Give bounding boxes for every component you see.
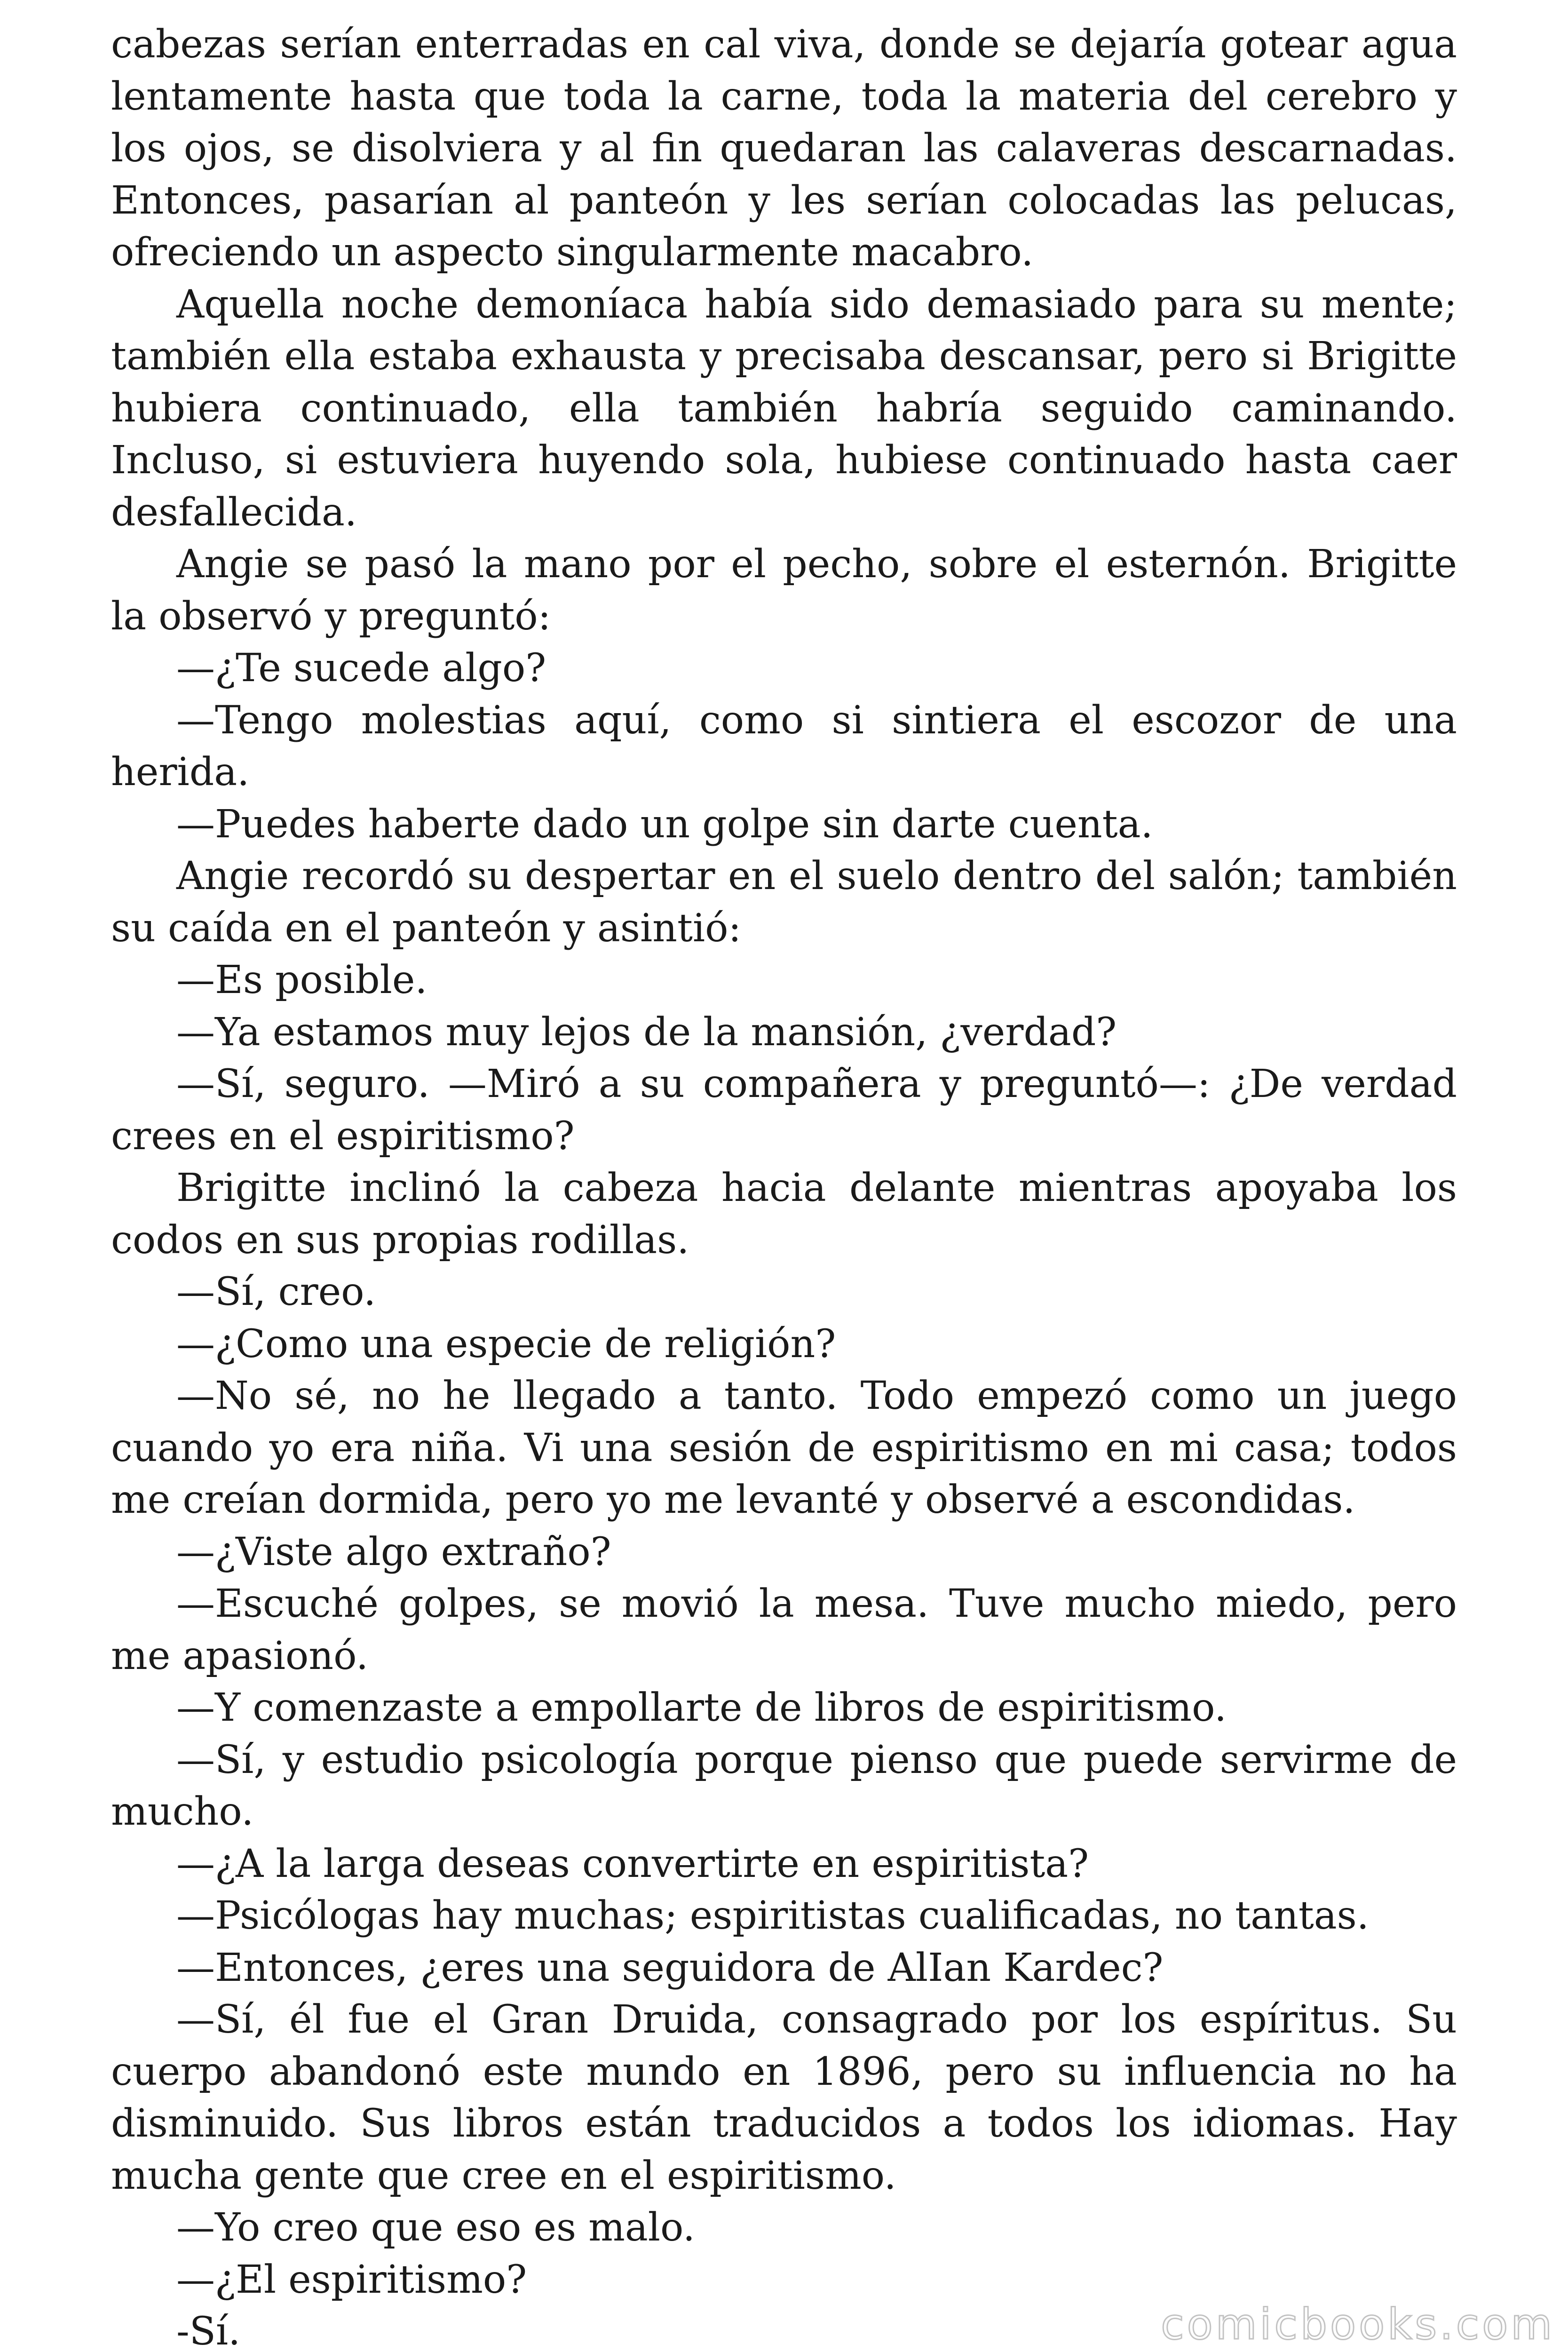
paragraph: —Psicólogas hay muchas; espiritistas cualificadas, no tantas.: [176, 1893, 1369, 1938]
paragraph: —Sí, y estudio psicología porque pienso que puede servirme de mucho.: [111, 1737, 1457, 1834]
paragraph: —Sí, creo.: [176, 1270, 376, 1314]
paragraph: —Escuché golpes, se movió la mesa. Tuve mucho miedo, pero me apasionó.: [111, 1581, 1457, 1678]
paragraph: —Ya estamos muy lejos de la mansión, ¿verdad?: [176, 1009, 1117, 1055]
paragraph: —Tengo molestias aquí, como si sintiera el escozor de una herida.: [111, 698, 1457, 795]
paragraph: —¿Como una especie de religión?: [176, 1321, 836, 1367]
paragraph: —¿A la larga deseas convertirte en espiritista?: [176, 1841, 1089, 1886]
paragraph: —No sé, no he llegado a tanto. Todo empezó como un juego cuando yo era niña. Vi una sesión de espiritismo en mi casa; todos me creían dormida, pero yo me levanté y observé a escondidas.: [111, 1374, 1457, 1522]
paragraph: —Y comenzaste a empollarte de libros de espiritismo.: [176, 1685, 1227, 1730]
paragraph: —¿Te sucede algo?: [176, 646, 546, 691]
paragraph: —Sí, él fue el Gran Druida, consagrado por los espíritus. Su cuerpo abandonó este mundo en 1896, pero su influencia no ha disminuido. Sus libros están traducidos a todos los idiomas. Hay mucha gente que cree en el espiritismo.: [111, 1997, 1457, 2198]
paragraph: —Sí, seguro. —Miró a su compañera y preguntó—: ¿De verdad crees en el espiritismo?: [111, 1062, 1457, 1159]
paragraph: —Es posible.: [176, 958, 428, 1002]
paragraph: -Sí.: [176, 2309, 241, 2352]
paragraph: —¿Viste algo extraño?: [176, 1529, 611, 1574]
text-body: [111, 19, 1457, 2352]
watermark: comicbooks.com: [1161, 2300, 1555, 2349]
paragraph: Brigitte inclinó la cabeza hacia delante mientras apoyaba los codos en sus propias rodillas.: [111, 1166, 1457, 1263]
paragraph: Angie recordó su despertar en el suelo dentro del salón; también su caída en el panteón y asintió:: [111, 854, 1457, 951]
paragraph: —Puedes haberte dado un golpe sin darte cuenta.: [176, 802, 1153, 847]
paragraph: —¿El espiritismo?: [176, 2257, 527, 2302]
paragraph: Aquella noche demoníaca había sido demasiado para su mente; también ella estaba exhausta y precisaba descansar, pero si Brigitte hubiera continuado, ella también habría seguido caminando. Incluso, si estuviera huyendo sola, hubiese continuado hasta caer desfallecida.: [111, 282, 1457, 535]
paragraph: cabezas serían enterradas en cal viva, donde se dejaría gotear agua lentamente hasta que toda la carne, toda la materia del cerebro y los ojos, se disolviera y al fin quedaran las calaveras descarnadas. Entonces, pasarían al panteón y les serían colocadas las pelucas, ofreciendo un aspecto singularmente macabro.: [111, 22, 1457, 275]
paragraph: —Yo creo que eso es malo.: [176, 2205, 695, 2250]
paragraph: Angie se pasó la mano por el pecho, sobre el esternón. Brigitte la observó y preguntó:: [111, 542, 1457, 639]
paragraph: —Entonces, ¿eres una seguidora de AlIan Kardec?: [176, 1945, 1164, 1990]
